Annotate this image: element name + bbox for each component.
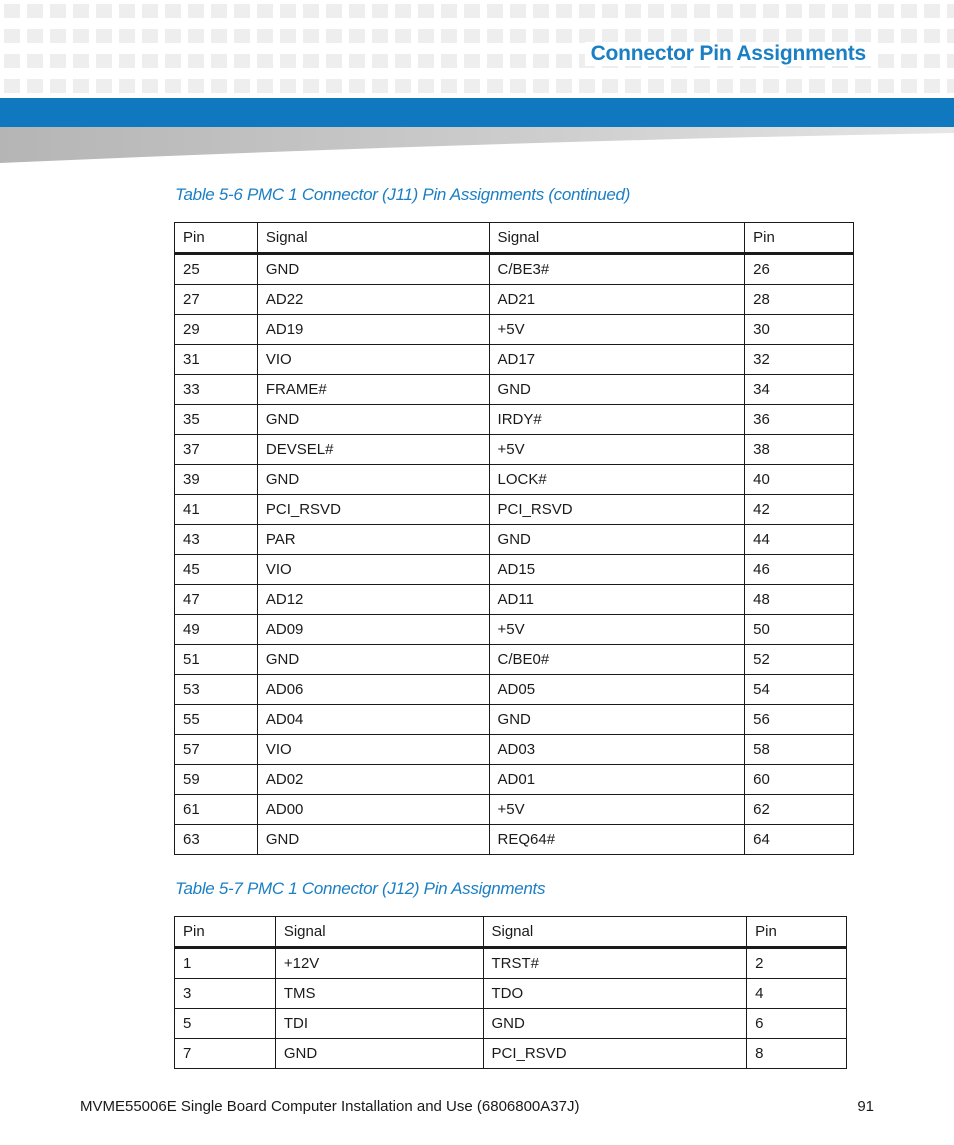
pattern-square: [349, 4, 365, 18]
table-cell: LOCK#: [489, 465, 745, 495]
pattern-square: [579, 29, 595, 43]
table-cell: AD05: [489, 675, 745, 705]
table-cell: 51: [175, 645, 258, 675]
pattern-square: [165, 29, 181, 43]
pattern-square: [464, 54, 480, 68]
pattern-square: [395, 54, 411, 68]
table-cell: 46: [745, 555, 854, 585]
column-header: Pin: [747, 917, 847, 948]
pattern-square: [142, 79, 158, 93]
pattern-square: [763, 29, 779, 43]
pattern-square: [487, 79, 503, 93]
table-cell: 31: [175, 345, 258, 375]
table-cell: IRDY#: [489, 405, 745, 435]
pattern-square: [326, 4, 342, 18]
pattern-square: [947, 4, 954, 18]
table-cell: PCI_RSVD: [483, 1039, 747, 1069]
pattern-square: [280, 54, 296, 68]
pattern-square: [418, 29, 434, 43]
table-cell: AD22: [257, 285, 489, 315]
table-cell: 36: [745, 405, 854, 435]
pattern-square: [947, 54, 954, 68]
pattern-square: [280, 79, 296, 93]
pattern-square: [533, 79, 549, 93]
column-header: Signal: [275, 917, 483, 948]
table-cell: 60: [745, 765, 854, 795]
table-row: [175, 795, 854, 825]
pattern-square: [303, 79, 319, 93]
pattern-square: [556, 79, 572, 93]
table-cell: TRST#: [483, 948, 747, 979]
table-cell: GND: [489, 705, 745, 735]
pattern-square: [786, 79, 802, 93]
table-cell: +5V: [489, 795, 745, 825]
column-header: Signal: [257, 223, 489, 254]
table-cell: 39: [175, 465, 258, 495]
pattern-square: [257, 79, 273, 93]
pattern-square: [96, 29, 112, 43]
table-cell: AD00: [257, 795, 489, 825]
pattern-square: [96, 4, 112, 18]
pattern-square: [418, 79, 434, 93]
pattern-square: [740, 29, 756, 43]
table2-caption: Table 5-7 PMC 1 Connector (J12) Pin Assignments: [175, 879, 546, 898]
table-row: [175, 254, 854, 285]
pattern-square: [901, 29, 917, 43]
pattern-square: [303, 29, 319, 43]
table-cell: AD09: [257, 615, 489, 645]
pattern-square: [832, 4, 848, 18]
pattern-square: [809, 79, 825, 93]
pattern-square: [165, 4, 181, 18]
table-row: [175, 645, 854, 675]
pattern-square: [878, 4, 894, 18]
table-cell: AD03: [489, 735, 745, 765]
table-row: [175, 735, 854, 765]
pattern-square: [878, 54, 894, 68]
pattern-square: [395, 79, 411, 93]
pattern-square: [763, 4, 779, 18]
header-swoosh: [0, 127, 954, 167]
pattern-square: [27, 54, 43, 68]
table-cell: GND: [257, 645, 489, 675]
table-cell: AD02: [257, 765, 489, 795]
pattern-square: [234, 4, 250, 18]
table-row: [175, 705, 854, 735]
pattern-square: [257, 54, 273, 68]
pattern-square: [901, 79, 917, 93]
pattern-square: [441, 79, 457, 93]
pattern-square: [648, 29, 664, 43]
pattern-square: [924, 4, 940, 18]
table-cell: AD19: [257, 315, 489, 345]
pattern-square: [924, 54, 940, 68]
pattern-square: [878, 79, 894, 93]
pattern-square: [418, 4, 434, 18]
table-cell: GND: [257, 465, 489, 495]
pattern-square: [717, 4, 733, 18]
table-cell: GND: [257, 254, 489, 285]
table-row: [175, 948, 847, 979]
pattern-square: [947, 29, 954, 43]
pattern-square: [303, 4, 319, 18]
pattern-square: [119, 79, 135, 93]
pattern-square: [671, 79, 687, 93]
table-cell: AD15: [489, 555, 745, 585]
pattern-square: [73, 79, 89, 93]
table-row: [175, 435, 854, 465]
pattern-square: [142, 29, 158, 43]
footer-document-title: MVME55006E Single Board Computer Installation and Use (6806800A37J): [80, 1098, 580, 1115]
table-cell: TMS: [275, 979, 483, 1009]
column-header: Pin: [175, 223, 258, 254]
table-cell: 56: [745, 705, 854, 735]
table-cell: 26: [745, 254, 854, 285]
table-row: [175, 615, 854, 645]
pattern-square: [96, 79, 112, 93]
pattern-square: [901, 54, 917, 68]
pattern-square: [73, 29, 89, 43]
pattern-square: [27, 79, 43, 93]
pattern-square: [142, 54, 158, 68]
pattern-square: [50, 54, 66, 68]
pattern-square: [809, 4, 825, 18]
pattern-square: [556, 54, 572, 68]
table-cell: 32: [745, 345, 854, 375]
table-cell: AD11: [489, 585, 745, 615]
table-cell: 44: [745, 525, 854, 555]
pattern-square: [211, 79, 227, 93]
table-cell: AD06: [257, 675, 489, 705]
table-cell: GND: [275, 1039, 483, 1069]
pattern-square: [901, 4, 917, 18]
table-cell: 8: [747, 1039, 847, 1069]
pattern-square: [280, 4, 296, 18]
table-cell: GND: [257, 405, 489, 435]
table-cell: 38: [745, 435, 854, 465]
table-cell: GND: [489, 525, 745, 555]
pattern-square: [579, 79, 595, 93]
pattern-square: [326, 54, 342, 68]
table-cell: AD01: [489, 765, 745, 795]
table-cell: +5V: [489, 615, 745, 645]
pattern-square: [372, 79, 388, 93]
pattern-square: [372, 29, 388, 43]
pattern-square: [326, 79, 342, 93]
pattern-square: [924, 29, 940, 43]
pattern-square: [188, 4, 204, 18]
table-cell: PCI_RSVD: [257, 495, 489, 525]
table-cell: 59: [175, 765, 258, 795]
table-cell: 25: [175, 254, 258, 285]
table-cell: TDI: [275, 1009, 483, 1039]
pattern-square: [694, 79, 710, 93]
table-cell: 54: [745, 675, 854, 705]
table-cell: 28: [745, 285, 854, 315]
table-cell: PCI_RSVD: [489, 495, 745, 525]
table-cell: 41: [175, 495, 258, 525]
table-cell: AD04: [257, 705, 489, 735]
pattern-square: [27, 4, 43, 18]
pattern-square: [924, 79, 940, 93]
pattern-square: [832, 79, 848, 93]
table-row: [175, 585, 854, 615]
table-row: [175, 675, 854, 705]
table1-caption: Table 5-6 PMC 1 Connector (J11) Pin Assignments (continued): [175, 185, 631, 204]
pattern-square: [50, 79, 66, 93]
pattern-square: [441, 29, 457, 43]
table-cell: 6: [747, 1009, 847, 1039]
table-cell: 5: [175, 1009, 276, 1039]
table-cell: 45: [175, 555, 258, 585]
pattern-square: [96, 54, 112, 68]
pattern-square: [602, 79, 618, 93]
table-cell: 33: [175, 375, 258, 405]
pattern-square: [372, 4, 388, 18]
pattern-square: [648, 79, 664, 93]
table-cell: AD21: [489, 285, 745, 315]
table-cell: 57: [175, 735, 258, 765]
pattern-square: [73, 4, 89, 18]
pattern-square: [234, 54, 250, 68]
table-header-row: [175, 223, 854, 254]
pattern-square: [257, 4, 273, 18]
pattern-square: [188, 29, 204, 43]
table-cell: 3: [175, 979, 276, 1009]
pattern-square: [349, 79, 365, 93]
table-cell: +5V: [489, 435, 745, 465]
section-title: Connector Pin Assignments: [585, 42, 872, 66]
pattern-square: [349, 54, 365, 68]
pattern-square: [786, 29, 802, 43]
table-cell: 47: [175, 585, 258, 615]
pattern-square: [694, 29, 710, 43]
table-cell: TDO: [483, 979, 747, 1009]
table-cell: 7: [175, 1039, 276, 1069]
table-cell: 63: [175, 825, 258, 855]
table-cell: 64: [745, 825, 854, 855]
table-cell: +12V: [275, 948, 483, 979]
table-cell: VIO: [257, 735, 489, 765]
pattern-square: [119, 54, 135, 68]
pattern-square: [786, 4, 802, 18]
pattern-square: [280, 29, 296, 43]
pattern-square: [4, 54, 20, 68]
pattern-square: [4, 79, 20, 93]
pattern-square: [533, 4, 549, 18]
table-cell: 34: [745, 375, 854, 405]
pattern-square: [349, 29, 365, 43]
pattern-square: [211, 54, 227, 68]
pattern-square: [487, 54, 503, 68]
pattern-square: [119, 4, 135, 18]
table-cell: C/BE3#: [489, 254, 745, 285]
pattern-square: [510, 29, 526, 43]
column-header: Signal: [489, 223, 745, 254]
table-cell: 40: [745, 465, 854, 495]
pattern-square: [165, 79, 181, 93]
pattern-square: [740, 4, 756, 18]
pattern-square: [464, 79, 480, 93]
pattern-square: [671, 4, 687, 18]
pattern-square: [556, 4, 572, 18]
table-row: [175, 345, 854, 375]
column-header: Pin: [175, 917, 276, 948]
table-row: [175, 979, 847, 1009]
table-cell: 53: [175, 675, 258, 705]
table-row: [175, 525, 854, 555]
table-cell: 37: [175, 435, 258, 465]
pattern-square: [211, 29, 227, 43]
table-cell: 30: [745, 315, 854, 345]
table-cell: 35: [175, 405, 258, 435]
pattern-square: [602, 29, 618, 43]
table-row: [175, 555, 854, 585]
pattern-square: [947, 79, 954, 93]
pattern-square: [556, 29, 572, 43]
pattern-square: [740, 79, 756, 93]
table-row: [175, 315, 854, 345]
table-row: [175, 285, 854, 315]
pattern-square: [257, 29, 273, 43]
table-row: [175, 495, 854, 525]
pattern-square: [4, 29, 20, 43]
pattern-square: [395, 29, 411, 43]
table-cell: 43: [175, 525, 258, 555]
pattern-square: [625, 4, 641, 18]
pattern-square: [395, 4, 411, 18]
pattern-square: [119, 29, 135, 43]
column-header: Pin: [745, 223, 854, 254]
table-cell: DEVSEL#: [257, 435, 489, 465]
table-cell: 52: [745, 645, 854, 675]
table-row: [175, 1009, 847, 1039]
table-cell: 27: [175, 285, 258, 315]
table-cell: 49: [175, 615, 258, 645]
pattern-square: [234, 29, 250, 43]
pin-table-j12: [174, 916, 847, 1069]
pattern-square: [832, 29, 848, 43]
pattern-square: [510, 79, 526, 93]
pattern-square: [73, 54, 89, 68]
pattern-square: [625, 29, 641, 43]
pattern-square: [234, 79, 250, 93]
pattern-square: [50, 29, 66, 43]
table-row: [175, 465, 854, 495]
pattern-square: [717, 79, 733, 93]
pattern-square: [579, 4, 595, 18]
table-cell: 1: [175, 948, 276, 979]
pattern-square: [142, 4, 158, 18]
pattern-square: [418, 54, 434, 68]
pattern-square: [487, 29, 503, 43]
header-band: [0, 98, 954, 127]
pattern-square: [510, 4, 526, 18]
pattern-square: [855, 29, 871, 43]
pin-table-j11: [174, 222, 854, 855]
pattern-square: [188, 54, 204, 68]
table-cell: PAR: [257, 525, 489, 555]
table-cell: 62: [745, 795, 854, 825]
pattern-square: [464, 29, 480, 43]
pattern-square: [671, 29, 687, 43]
column-header: Signal: [483, 917, 747, 948]
table-cell: GND: [483, 1009, 747, 1039]
table-cell: GND: [257, 825, 489, 855]
page-number: 91: [857, 1098, 874, 1115]
pattern-square: [464, 4, 480, 18]
pattern-square: [372, 54, 388, 68]
table-cell: VIO: [257, 345, 489, 375]
pattern-square: [165, 54, 181, 68]
table-cell: REQ64#: [489, 825, 745, 855]
table-cell: C/BE0#: [489, 645, 745, 675]
table-cell: 55: [175, 705, 258, 735]
pattern-square: [717, 29, 733, 43]
pattern-square: [763, 79, 779, 93]
pattern-square: [648, 4, 664, 18]
table-row: [175, 405, 854, 435]
pattern-square: [50, 4, 66, 18]
table-cell: +5V: [489, 315, 745, 345]
pattern-square: [510, 54, 526, 68]
pattern-square: [855, 4, 871, 18]
table-row: [175, 765, 854, 795]
table-cell: VIO: [257, 555, 489, 585]
pattern-square: [487, 4, 503, 18]
table-row: [175, 375, 854, 405]
pattern-square: [303, 54, 319, 68]
table-cell: AD17: [489, 345, 745, 375]
pattern-square: [27, 29, 43, 43]
table-cell: 29: [175, 315, 258, 345]
pattern-square: [602, 4, 618, 18]
pattern-square: [809, 29, 825, 43]
pattern-square: [878, 29, 894, 43]
table-row: [175, 825, 854, 855]
table-cell: GND: [489, 375, 745, 405]
pattern-square: [441, 4, 457, 18]
table-cell: 61: [175, 795, 258, 825]
pattern-square: [533, 29, 549, 43]
pattern-square: [4, 4, 20, 18]
table-cell: FRAME#: [257, 375, 489, 405]
table-cell: 48: [745, 585, 854, 615]
table-cell: AD12: [257, 585, 489, 615]
table-cell: 42: [745, 495, 854, 525]
pattern-square: [211, 4, 227, 18]
table-header-row: [175, 917, 847, 948]
table-cell: 50: [745, 615, 854, 645]
pattern-square: [326, 29, 342, 43]
pattern-square: [625, 79, 641, 93]
table-cell: 58: [745, 735, 854, 765]
pattern-square: [188, 79, 204, 93]
table-cell: 4: [747, 979, 847, 1009]
pattern-square: [533, 54, 549, 68]
pattern-square: [694, 4, 710, 18]
table-cell: 2: [747, 948, 847, 979]
pattern-square: [855, 79, 871, 93]
table-row: [175, 1039, 847, 1069]
pattern-square: [441, 54, 457, 68]
